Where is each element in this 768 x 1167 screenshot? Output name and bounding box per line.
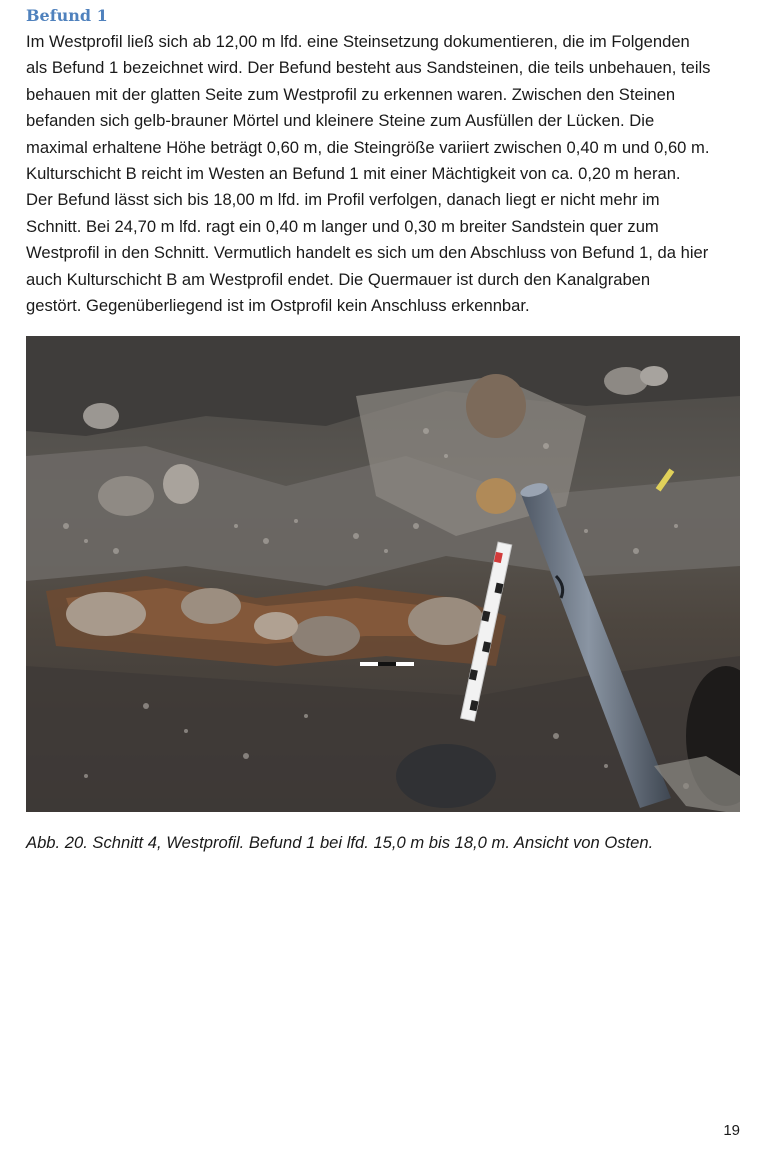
section-heading: Befund 1 [26, 6, 108, 25]
paragraph-line: gestört. Gegenüberliegend ist im Ostprofil kein Anschluss erkennbar. [26, 296, 530, 316]
paragraph-line: Schnitt. Bei 24,70 m lfd. ragt ein 0,40 m langer und 0,30 m breiter Sandstein quer zum [26, 216, 659, 236]
figure-caption: Abb. 20. Schnitt 4, Westprofil. Befund 1 bei lfd. 15,0 m bis 18,0 m. Ansicht von Osten. [26, 833, 654, 852]
paragraph-line: Der Befund lässt sich bis 18,00 m lfd. im Profil verfolgen, danach liegt er nicht mehr im [26, 190, 660, 210]
paragraph-line: Im Westprofil ließ sich ab 12,00 m lfd. eine Steinsetzung dokumentieren, die im Folgenden [26, 32, 690, 51]
paragraph-line: Westprofil in den Schnitt. Vermutlich handelt es sich um den Abschluss von Befund 1, da hier [26, 243, 709, 263]
paragraph-line: als Befund 1 bezeichnet wird. Der Befund besteht aus Sandsteinen, die teils unbehauen, teils [26, 58, 711, 78]
page-number: 19 [723, 1122, 740, 1139]
paragraph-line: auch Kulturschicht B am Westprofil endet. Die Quermauer ist durch den Kanalgraben [26, 269, 651, 289]
paragraph-line: maximal erhaltene Höhe beträgt 0,60 m, die Steingröße variiert zwischen 0,40 m und 0,60 m. [26, 137, 710, 157]
paragraph-line: befanden sich gelb-brauner Mörtel und kleinere Steine zum Ausfüllen der Lücken. Die [26, 111, 655, 131]
excavation-photo [26, 336, 740, 812]
paragraph-line: behauen mit der glatten Seite zum Westprofil zu erkennen waren. Zwischen den Steinen [26, 84, 676, 104]
paragraph-line: Kulturschicht B reicht im Westen an Befund 1 mit einer Mächtigkeit von ca. 0,20 m heran. [26, 164, 681, 184]
body-paragraph [26, 29, 742, 319]
